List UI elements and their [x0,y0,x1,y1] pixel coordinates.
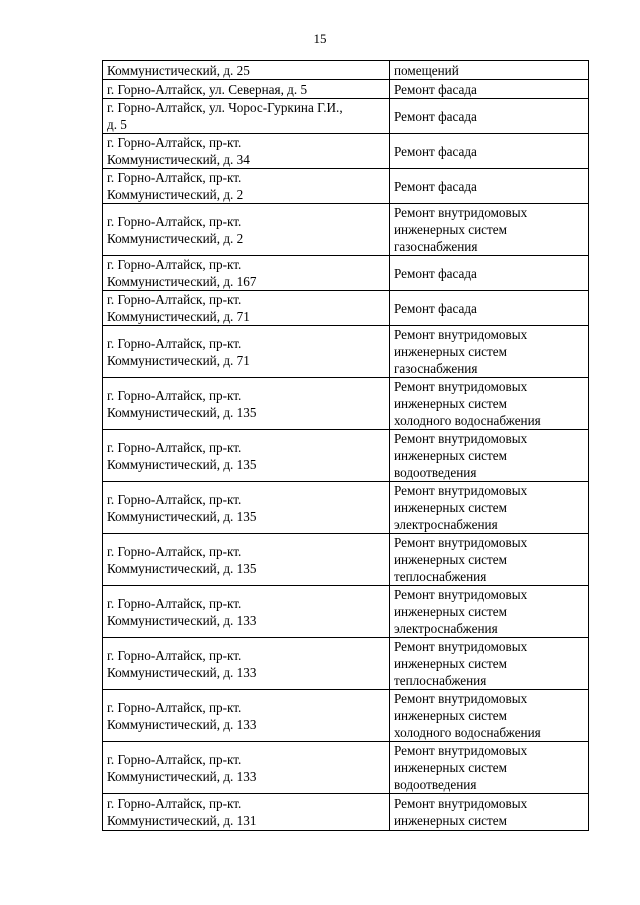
table-row [103,378,589,430]
address-cell: г. Горно-Алтайск, пр-кт. Коммунистический, д. 34 [103,134,390,169]
table-row [103,638,589,690]
work-type-cell: Ремонт фасада [390,256,589,291]
work-type-cell: Ремонт внутридомовых инженерных систем водоотведения [390,742,589,794]
work-type-cell: Ремонт фасада [390,80,589,99]
work-type-cell: Ремонт внутридомовых инженерных систем [390,794,589,831]
work-type-cell: Ремонт фасада [390,134,589,169]
work-type-cell: Ремонт внутридомовых инженерных систем газоснабжения [390,204,589,256]
work-type-cell: Ремонт внутридомовых инженерных систем холодного водоснабжения [390,690,589,742]
page-number: 15 [313,31,327,46]
work-type-cell: помещений [390,61,589,80]
works-table-body [103,61,589,831]
table-row [103,169,589,204]
table-row [103,482,589,534]
table-row [103,61,589,80]
table-row [103,326,589,378]
table-row [103,134,589,169]
address-cell: г. Горно-Алтайск, пр-кт. Коммунистический, д. 2 [103,204,390,256]
table-row [103,204,589,256]
table-row [103,80,589,99]
address-cell: г. Горно-Алтайск, пр-кт. Коммунистический, д. 133 [103,742,390,794]
work-type-cell: Ремонт фасада [390,291,589,326]
table-row [103,291,589,326]
table-row [103,534,589,586]
table-row [103,99,589,134]
address-cell: г. Горно-Алтайск, ул. Чорос-Гуркина Г.И., д. 5 [103,99,390,134]
work-type-cell: Ремонт внутридомовых инженерных систем теплоснабжения [390,534,589,586]
table-row [103,256,589,291]
address-cell: г. Горно-Алтайск, пр-кт. Коммунистический, д. 167 [103,256,390,291]
work-type-cell: Ремонт фасада [390,99,589,134]
address-cell: г. Горно-Алтайск, ул. Северная, д. 5 [103,80,390,99]
table-row [103,586,589,638]
work-type-cell: Ремонт внутридомовых инженерных систем водоотведения [390,430,589,482]
address-cell: г. Горно-Алтайск, пр-кт. Коммунистический, д. 133 [103,638,390,690]
address-cell: Коммунистический, д. 25 [103,61,390,80]
address-cell: г. Горно-Алтайск, пр-кт. Коммунистический, д. 135 [103,430,390,482]
work-type-cell: Ремонт внутридомовых инженерных систем холодного водоснабжения [390,378,589,430]
work-type-cell: Ремонт внутридомовых инженерных систем электроснабжения [390,482,589,534]
address-cell: г. Горно-Алтайск, пр-кт. Коммунистический, д. 2 [103,169,390,204]
work-type-cell: Ремонт внутридомовых инженерных систем газоснабжения [390,326,589,378]
address-cell: г. Горно-Алтайск, пр-кт. Коммунистический, д. 71 [103,291,390,326]
address-cell: г. Горно-Алтайск, пр-кт. Коммунистический, д. 131 [103,794,390,831]
address-cell: г. Горно-Алтайск, пр-кт. Коммунистический, д. 133 [103,690,390,742]
table-row [103,690,589,742]
address-cell: г. Горно-Алтайск, пр-кт. Коммунистический, д. 135 [103,534,390,586]
table-row [103,794,589,831]
address-cell: г. Горно-Алтайск, пр-кт. Коммунистический, д. 133 [103,586,390,638]
table-row [103,742,589,794]
work-type-cell: Ремонт фасада [390,169,589,204]
table-row [103,430,589,482]
address-cell: г. Горно-Алтайск, пр-кт. Коммунистический, д. 135 [103,378,390,430]
work-type-cell: Ремонт внутридомовых инженерных систем теплоснабжения [390,638,589,690]
address-cell: г. Горно-Алтайск, пр-кт. Коммунистический, д. 71 [103,326,390,378]
work-type-cell: Ремонт внутридомовых инженерных систем электроснабжения [390,586,589,638]
address-cell: г. Горно-Алтайск, пр-кт. Коммунистический, д. 135 [103,482,390,534]
works-table [102,60,589,831]
